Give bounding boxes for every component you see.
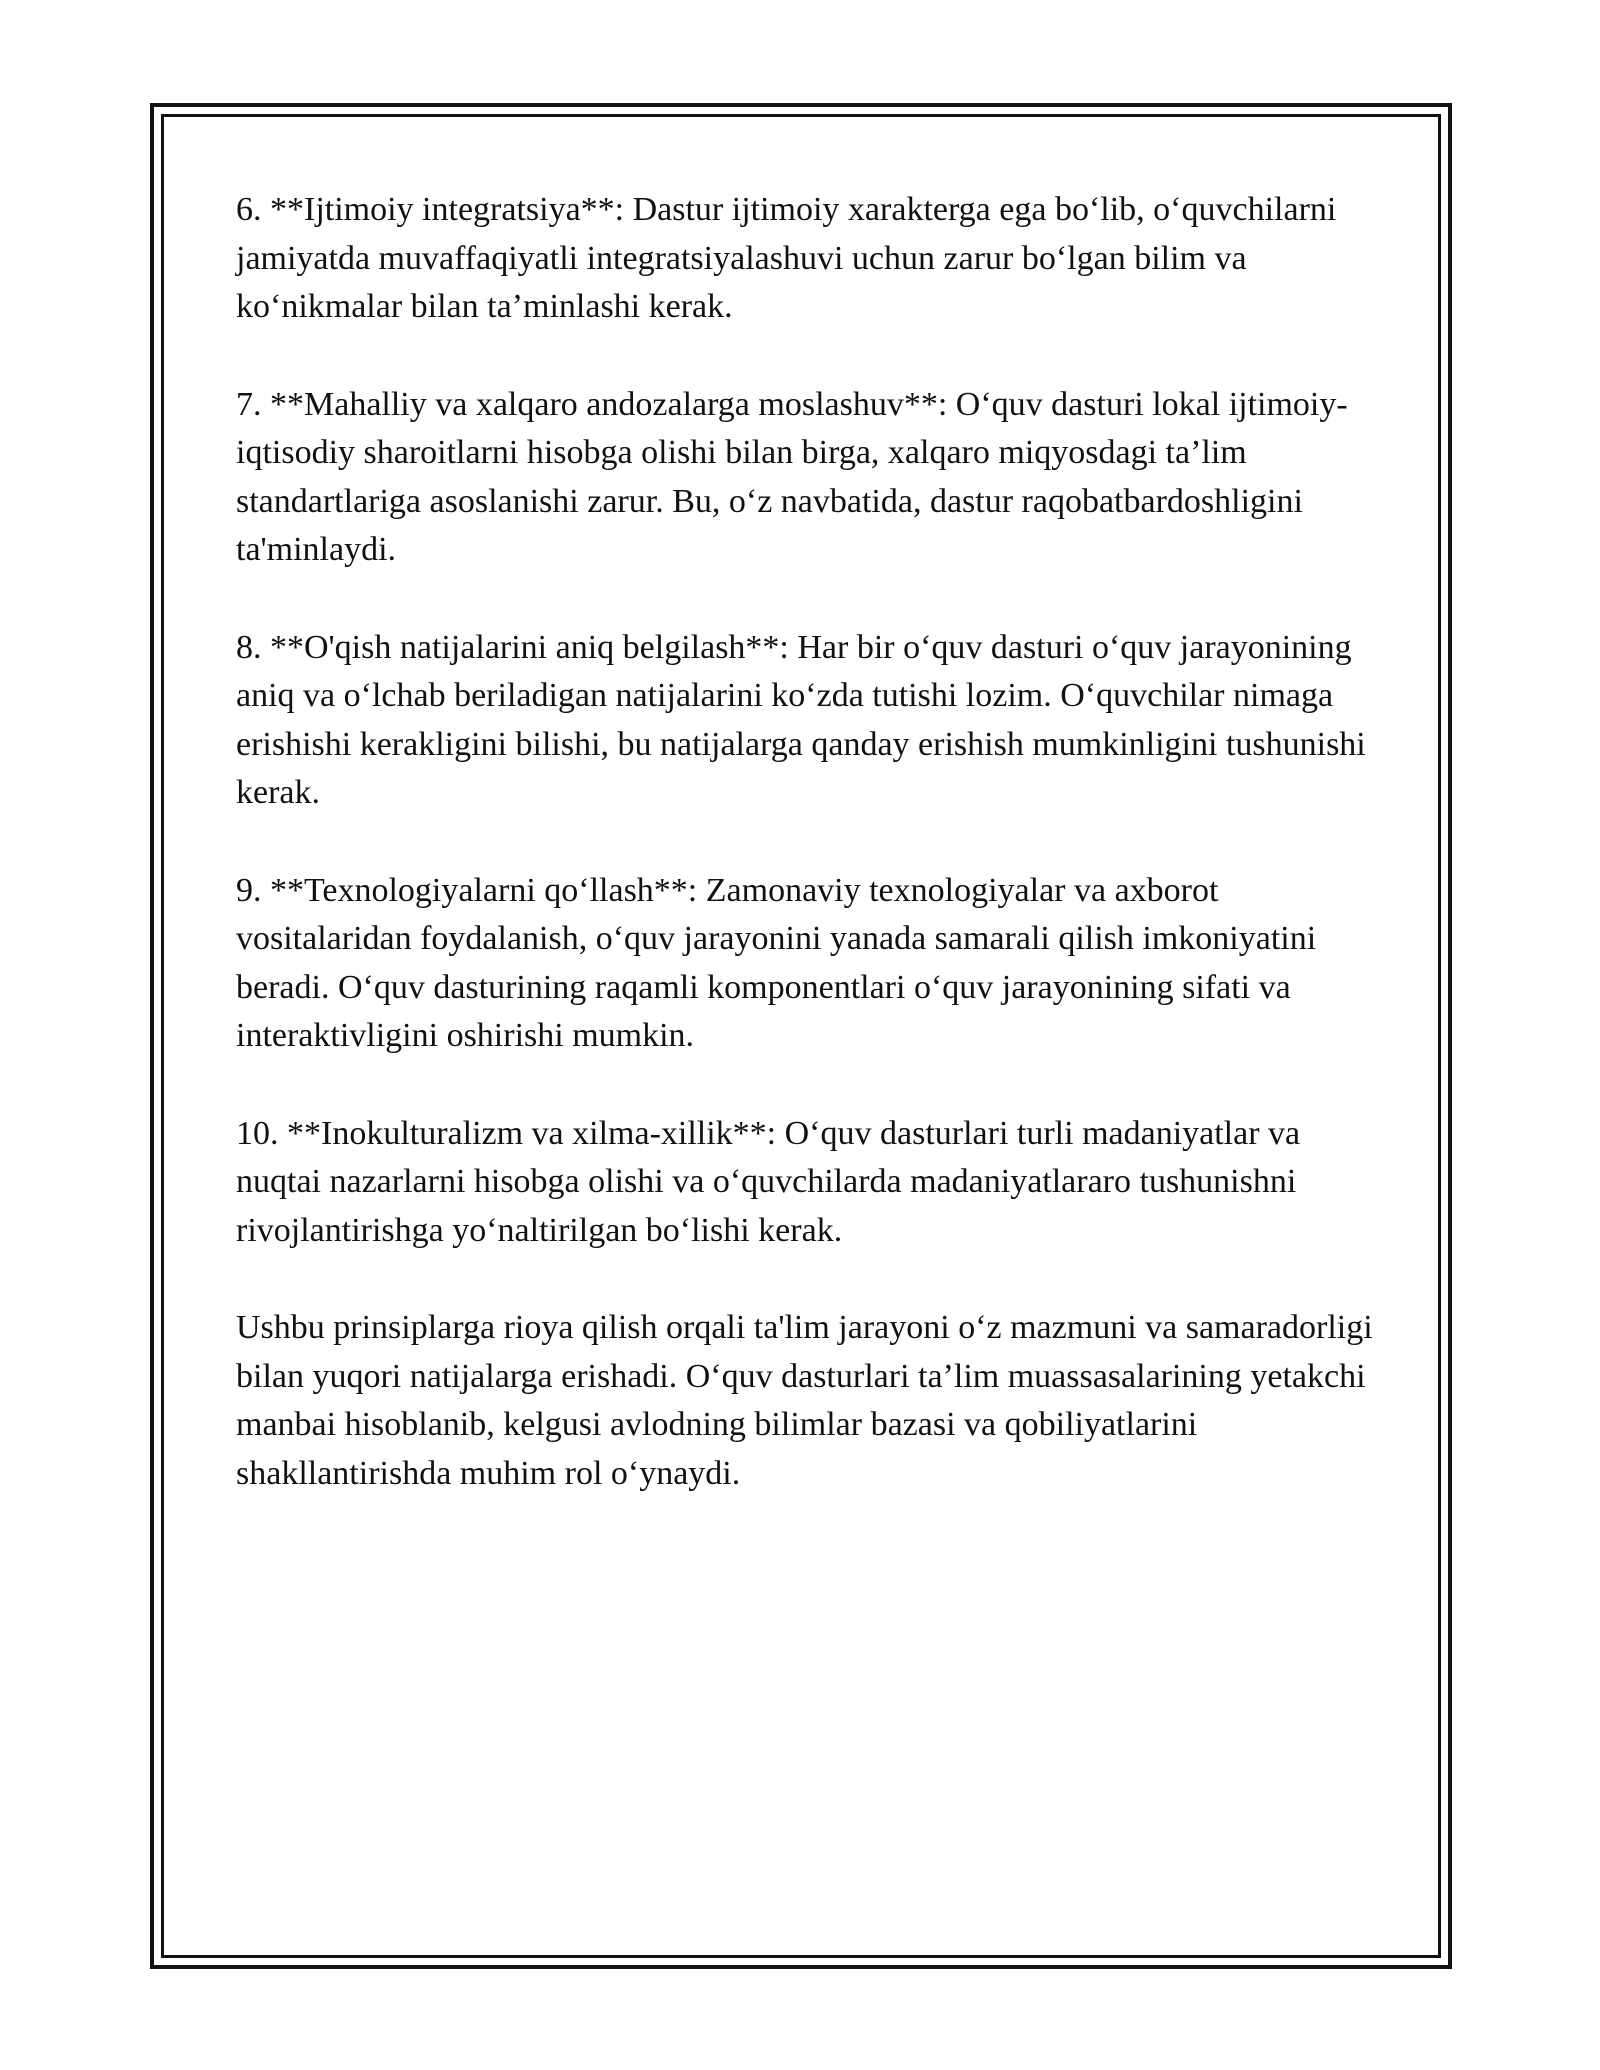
document-body: [236, 186, 1376, 1498]
paragraph-conclusion: Ushbu prinsiplarga rioya qilish orqali ta'lim jarayoni o‘z mazmuni va samaradorligi bilan yuqori natijalarga erishadi. O‘quv dasturlari ta’lim muassasalarining yetakchi manbai hisoblanib, kelgusi avlodning bilimlar bazasi va qobiliyatlarini shakllantirishda muhim rol o‘ynaydi.: [236, 1309, 1373, 1492]
paragraph-social-integration: 6. **Ijtimoiy integratsiya**: Dastur ijtimoiy xarakterga ega bo‘lib, o‘quvchilarni jamiyatda muvaffaqiyatli integratsiyalashuvi uchun zarur bo‘lgan bilim va ko‘nikmalar bilan ta’minlashi kerak.: [236, 191, 1337, 325]
paragraph-technology-use: 9. **Texnologiyalarni qo‘llash**: Zamonaviy texnologiyalar va axborot vositalaridan foydalanish, o‘quv jarayonini yanada samarali qilish imkoniyatini beradi. O‘quv dasturining raqamli komponentlari o‘quv jarayonining sifati va interaktivligini oshirishi mumkin.: [236, 871, 1317, 1054]
paragraph-multiculturalism: 10. **Inokulturalizm va xilma-xillik**: O‘quv dasturlari turli madaniyatlar va nuqtai nazarlarni hisobga olishi va o‘quvchilarda madaniyatlararo tushunishni rivojlantirishga yo‘naltirilgan bo‘lishi kerak.: [236, 1114, 1301, 1249]
paragraph-standards-adaptation: 7. **Mahalliy va xalqaro andozalarga moslashuv**: O‘quv dasturi lokal ijtimoiy-iqtisodiy sharoitlarni hisobga olishi bilan birga, xalqaro miqyosdagi ta’lim standartlariga asoslanishi zarur. Bu, o‘z navbatida, dastur raqobatbardoshligini ta'minlaydi.: [236, 385, 1348, 568]
paragraph-learning-outcomes: 8. **O'qish natijalarini aniq belgilash**: Har bir o‘quv dasturi o‘quv jarayonining aniq va o‘lchab beriladigan natijalarini ko‘zda tutishi lozim. O‘quvchilar nimaga erishishi kerakligini bilishi, bu natijalarga qanday erishish mumkinligini tushunishi kerak.: [236, 628, 1366, 811]
